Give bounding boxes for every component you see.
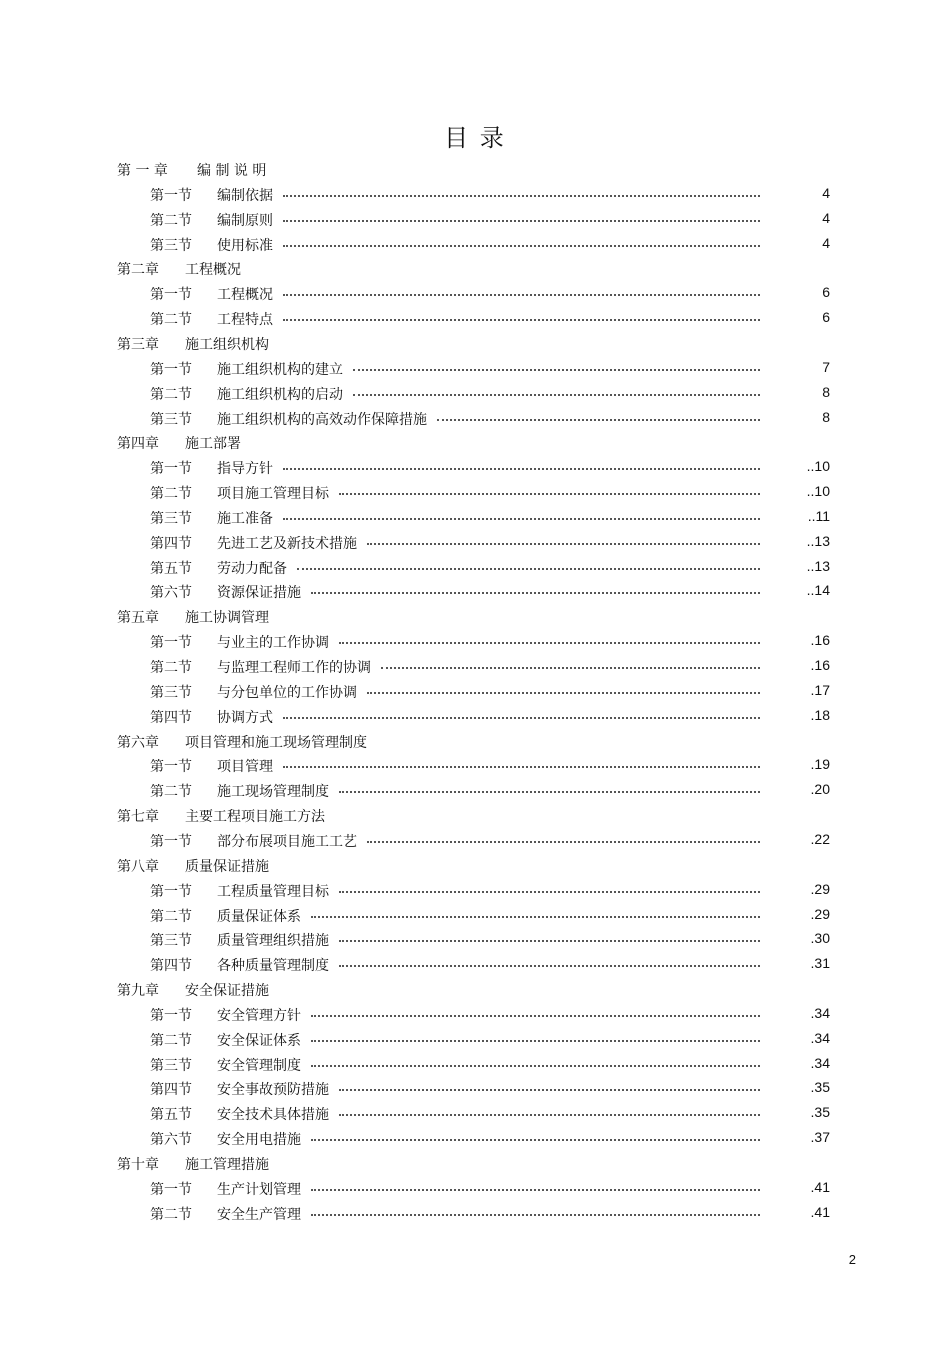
section-label: 第四节 <box>150 709 192 726</box>
section-page-number: .22 <box>810 830 830 847</box>
toc-chapter-row[interactable] <box>0 978 950 1002</box>
toc-section-row[interactable] <box>0 655 950 679</box>
toc-section-row[interactable] <box>0 556 950 580</box>
section-title: 编制依据 <box>217 187 273 204</box>
toc-section-row[interactable] <box>0 1077 950 1101</box>
section-page-number: ..10 <box>806 483 830 500</box>
dot-leader <box>367 692 760 694</box>
toc-section-row[interactable] <box>0 307 950 331</box>
section-page-number: .20 <box>810 781 830 798</box>
section-page-number: 6 <box>822 309 830 326</box>
toc-section-row[interactable] <box>0 481 950 505</box>
section-title: 各种质量管理制度 <box>217 958 329 975</box>
dot-leader <box>283 294 760 296</box>
toc-section-row[interactable] <box>0 879 950 903</box>
toc-chapter-row[interactable] <box>0 431 950 455</box>
section-page-number: .31 <box>810 955 830 972</box>
toc-section-row[interactable] <box>0 779 950 803</box>
toc-section-row[interactable] <box>0 208 950 232</box>
toc-section-row[interactable] <box>0 282 950 306</box>
section-title: 部分布展项目施工工艺 <box>217 833 357 850</box>
section-title: 资源保证措施 <box>217 585 301 602</box>
section-page-number: 4 <box>822 184 830 201</box>
section-page-number: .29 <box>810 880 830 897</box>
section-title: 项目管理 <box>217 759 273 776</box>
section-page-number: .34 <box>810 1029 830 1046</box>
section-title: 安全管理制度 <box>217 1057 301 1074</box>
chapter-title: 质量保证措施 <box>185 858 269 875</box>
section-title: 与分包单位的工作协调 <box>217 684 357 701</box>
toc-section-row[interactable] <box>0 183 950 207</box>
page-number: 2 <box>848 1252 856 1267</box>
dot-leader <box>353 394 760 396</box>
dot-leader <box>339 791 760 793</box>
chapter-label: 第四章 <box>117 436 159 453</box>
section-title: 协调方式 <box>217 709 273 726</box>
section-title: 生产计划管理 <box>217 1181 301 1198</box>
dot-leader <box>311 1189 760 1191</box>
section-title: 安全保证体系 <box>217 1032 301 1049</box>
section-label: 第二节 <box>150 312 192 329</box>
toc-section-row[interactable] <box>0 1177 950 1201</box>
dot-leader <box>283 319 760 321</box>
section-title: 质量保证体系 <box>217 908 301 925</box>
toc-section-row[interactable] <box>0 580 950 604</box>
section-title: 施工组织机构的建立 <box>217 361 343 378</box>
dot-leader <box>437 419 760 421</box>
dot-leader <box>339 1089 760 1091</box>
section-label: 第二节 <box>150 486 192 503</box>
toc-section-row[interactable] <box>0 904 950 928</box>
toc-chapter-row[interactable] <box>0 804 950 828</box>
dot-leader <box>339 642 760 644</box>
dot-leader <box>339 1114 760 1116</box>
section-label: 第二节 <box>150 660 192 676</box>
section-label: 第二节 <box>150 1032 192 1049</box>
section-label: 第一节 <box>150 361 192 378</box>
section-title: 先进工艺及新技术措施 <box>217 535 357 552</box>
toc-section-row[interactable] <box>0 407 950 431</box>
toc-section-row[interactable] <box>0 928 950 952</box>
chapter-title: 主要工程项目施工方法 <box>185 809 325 826</box>
section-page-number: .18 <box>810 706 830 723</box>
toc-section-row[interactable] <box>0 1028 950 1052</box>
section-page-number: .30 <box>810 930 830 947</box>
section-title: 施工组织机构的高效动作保障措施 <box>217 411 427 428</box>
dot-leader <box>283 220 760 222</box>
section-label: 第六节 <box>150 1132 192 1149</box>
toc-section-row[interactable] <box>0 953 950 977</box>
section-label: 第三节 <box>150 237 192 254</box>
section-label: 第四节 <box>150 958 192 975</box>
toc-section-row[interactable] <box>0 531 950 555</box>
toc-section-row[interactable] <box>0 1127 950 1151</box>
section-label: 第四节 <box>150 535 192 552</box>
section-title: 工程概况 <box>217 287 273 304</box>
dot-leader <box>311 916 760 918</box>
section-title: 安全管理方针 <box>217 1007 301 1024</box>
chapter-label: 第五章 <box>117 610 159 627</box>
chapter-title: 施工协调管理 <box>185 610 269 627</box>
dot-leader <box>367 841 760 843</box>
section-title: 施工组织机构的启动 <box>217 386 343 403</box>
chapter-label: 第 一 章 <box>117 163 168 179</box>
section-page-number: .37 <box>810 1129 830 1146</box>
section-page-number: ..14 <box>806 582 830 599</box>
dot-leader <box>283 717 760 719</box>
section-title: 施工准备 <box>217 510 273 527</box>
section-page-number: .29 <box>810 905 830 922</box>
toc-section-row[interactable] <box>0 1003 950 1027</box>
dot-leader <box>283 245 760 247</box>
section-page-number: .19 <box>810 756 830 773</box>
section-title: 使用标准 <box>217 237 273 254</box>
dot-leader <box>311 1065 760 1067</box>
page-title: 目 录 <box>444 124 506 152</box>
dot-leader <box>283 195 760 197</box>
section-page-number: .34 <box>810 1054 830 1071</box>
chapter-label: 第八章 <box>117 858 159 875</box>
toc-section-row[interactable] <box>0 506 950 530</box>
dot-leader <box>339 940 760 942</box>
dot-leader <box>353 369 760 371</box>
section-label: 第二节 <box>150 908 192 925</box>
section-label: 第一节 <box>150 883 192 900</box>
toc-section-row[interactable] <box>0 382 950 406</box>
section-label: 第五节 <box>150 1107 192 1124</box>
section-title: 工程质量管理目标 <box>217 883 329 900</box>
toc-section-row[interactable] <box>0 1053 950 1077</box>
section-title: 安全生产管理 <box>217 1206 301 1223</box>
chapter-label: 第七章 <box>117 809 159 826</box>
section-page-number: 6 <box>822 284 830 301</box>
chapter-title: 施工部署 <box>185 436 241 453</box>
section-label: 第三节 <box>150 684 192 701</box>
section-page-number: 4 <box>822 234 830 251</box>
section-label: 第一节 <box>150 287 192 304</box>
toc-section-row[interactable] <box>0 1102 950 1126</box>
section-page-number: ..11 <box>807 507 830 524</box>
section-page-number: 8 <box>822 408 830 425</box>
section-label: 第一节 <box>150 187 192 204</box>
chapter-title: 施工管理措施 <box>185 1157 269 1173</box>
section-title: 与监理工程师工作的协调 <box>217 660 371 676</box>
section-label: 第二节 <box>150 386 192 403</box>
toc-section-row[interactable] <box>0 357 950 381</box>
section-page-number: .41 <box>810 1203 830 1220</box>
section-label: 第一节 <box>150 833 192 850</box>
dot-leader <box>311 1040 760 1042</box>
section-title: 施工现场管理制度 <box>217 784 329 801</box>
section-title: 安全技术具体措施 <box>217 1107 329 1124</box>
section-label: 第二节 <box>150 212 192 229</box>
section-page-number: .41 <box>810 1178 830 1195</box>
dot-leader <box>283 468 760 470</box>
chapter-label: 第九章 <box>117 983 159 1000</box>
dot-leader <box>283 518 760 520</box>
chapter-title: 安全保证措施 <box>185 983 269 1000</box>
chapter-label: 第三章 <box>117 336 159 353</box>
section-title: 指导方针 <box>217 461 273 478</box>
section-label: 第二节 <box>150 1206 192 1223</box>
section-label: 第四节 <box>150 1082 192 1099</box>
toc-chapter-row[interactable] <box>0 332 950 356</box>
section-page-number: ..13 <box>806 557 830 574</box>
section-label: 第一节 <box>150 1181 192 1198</box>
section-title: 项目施工管理目标 <box>217 486 329 503</box>
dot-leader <box>311 1015 760 1017</box>
dot-leader <box>339 891 760 893</box>
toc-section-row[interactable] <box>0 680 950 704</box>
dot-leader <box>367 543 760 545</box>
section-page-number: .16 <box>810 657 830 673</box>
section-label: 第六节 <box>150 585 192 602</box>
section-page-number: 7 <box>822 358 830 375</box>
toc-section-row[interactable] <box>0 1202 950 1226</box>
toc-section-row[interactable] <box>0 456 950 480</box>
section-label: 第三节 <box>150 411 192 428</box>
section-page-number: ..10 <box>806 458 830 475</box>
section-page-number: .35 <box>810 1104 830 1121</box>
toc-chapter-row[interactable] <box>0 730 950 754</box>
chapter-title: 编 制 说 明 <box>197 163 267 179</box>
dot-leader <box>311 1214 760 1216</box>
dot-leader <box>339 965 760 967</box>
section-page-number: 8 <box>822 383 830 400</box>
section-label: 第二节 <box>150 784 192 801</box>
toc-section-row[interactable] <box>0 705 950 729</box>
section-label: 第三节 <box>150 1057 192 1074</box>
toc-chapter-row[interactable] <box>0 1152 950 1176</box>
section-label: 第一节 <box>150 461 192 478</box>
dot-leader <box>381 667 760 669</box>
toc-chapter-row[interactable] <box>0 158 950 182</box>
section-label: 第三节 <box>150 933 192 950</box>
section-page-number: .16 <box>810 632 830 649</box>
toc-section-row[interactable] <box>0 630 950 654</box>
dot-leader <box>311 1139 760 1141</box>
chapter-title: 项目管理和施工现场管理制度 <box>185 734 367 751</box>
dot-leader <box>311 592 760 594</box>
toc-section-row[interactable] <box>0 829 950 853</box>
section-label: 第一节 <box>150 1007 192 1024</box>
section-title: 安全用电措施 <box>217 1132 301 1149</box>
section-title: 工程特点 <box>217 312 273 329</box>
section-page-number: .34 <box>810 1004 830 1021</box>
section-page-number: 4 <box>822 209 830 226</box>
chapter-label: 第二章 <box>117 262 159 279</box>
chapter-title: 工程概况 <box>185 262 241 279</box>
section-label: 第一节 <box>150 759 192 776</box>
section-title: 编制原则 <box>217 212 273 229</box>
section-label: 第一节 <box>150 635 192 652</box>
section-title: 安全事故预防措施 <box>217 1082 329 1099</box>
chapter-label: 第六章 <box>117 734 159 751</box>
toc-section-row[interactable] <box>0 754 950 778</box>
section-label: 第三节 <box>150 510 192 527</box>
toc-chapter-row[interactable] <box>0 605 950 629</box>
section-page-number: .17 <box>810 681 830 698</box>
section-page-number: ..13 <box>806 532 830 549</box>
toc-section-row[interactable] <box>0 233 950 257</box>
toc-chapter-row[interactable] <box>0 257 950 281</box>
section-label: 第五节 <box>150 560 192 577</box>
chapter-title: 施工组织机构 <box>185 336 269 353</box>
section-page-number: .35 <box>810 1079 830 1096</box>
chapter-label: 第十章 <box>117 1157 159 1173</box>
dot-leader <box>297 568 760 570</box>
section-title: 劳动力配备 <box>217 560 287 577</box>
section-title: 与业主的工作协调 <box>217 635 329 652</box>
dot-leader <box>339 493 760 495</box>
dot-leader <box>283 766 760 768</box>
toc-chapter-row[interactable] <box>0 854 950 878</box>
section-title: 质量管理组织措施 <box>217 933 329 950</box>
